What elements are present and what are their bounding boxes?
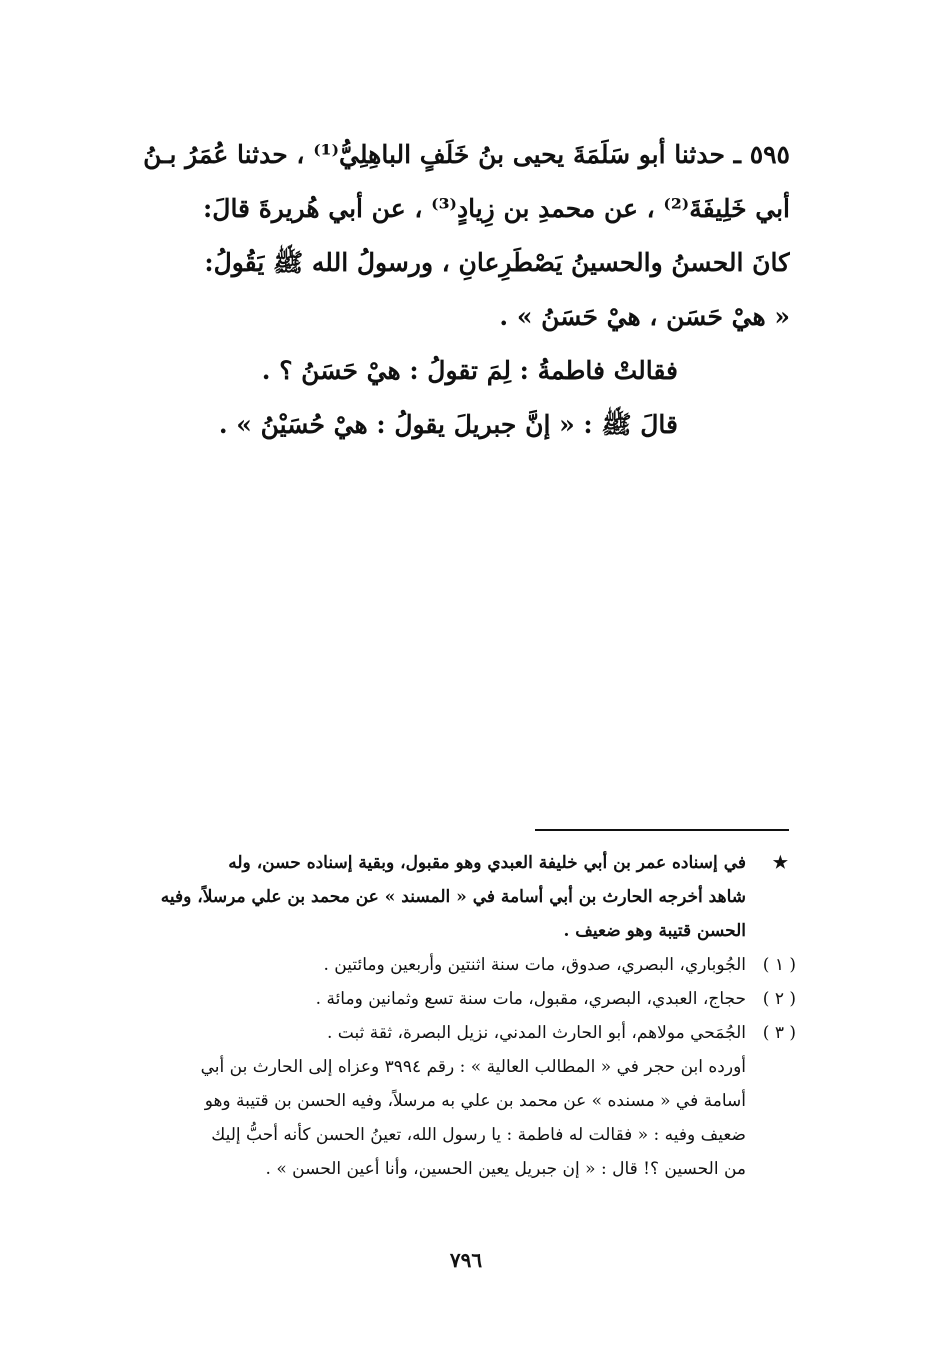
footnote-2 bbox=[100, 982, 796, 1016]
footnote-text: حجاج، العبدي، البصري، مقبول، مات سنة تسع وثمانين ومائة . bbox=[315, 989, 746, 1009]
footnote-number: ( ٣ ) bbox=[762, 1023, 796, 1043]
footnote-line: ضعيف وفيه : « فقالت له فاطمة : يا رسول الله، تعينُ الحسن كأنه أحبُّ إليك bbox=[211, 1125, 746, 1145]
footnote-line: من الحسين ؟! قال : « إن جبريل يعين الحسين، وأنا أعين الحسن » . bbox=[265, 1159, 746, 1179]
star-note bbox=[100, 846, 796, 948]
hadith-line: أبي خَلِيفَةَ⁽²⁾ ، عن محمدِ بن زِيادٍ⁽³⁾ ، عن أبي هُريرةَ قالَ: bbox=[203, 194, 790, 223]
star-icon: ★ bbox=[772, 853, 788, 873]
footnote-number: ( ١ ) bbox=[762, 955, 796, 975]
hadith-line: « هيْ حَسَن ، هيْ حَسَنُ » . bbox=[499, 302, 790, 331]
hadith-line: كانَ الحسنُ والحسينُ يَصْطَرِعانِ ، ورسولُ الله ﷺ يَقُولُ: bbox=[204, 248, 790, 277]
footnote-divider bbox=[535, 829, 789, 831]
hadith-line: ٥٩٥ ـ حدثنا أبو سَلَمَةَ يحيى بنُ خَلَفٍ الباهِلِيُّ⁽¹⁾ ، حدثنا عُمَرُ بـنُ bbox=[143, 140, 790, 169]
footnote-text: الجُوباري، البصري، صدوق، مات سنة اثنتين وأربعين ومائتين . bbox=[323, 955, 746, 975]
star-note-line: الحسن قتيبة وهو ضعيف . bbox=[563, 921, 746, 941]
footnotes-section bbox=[100, 846, 796, 1186]
hadith-line: فقالتْ فاطمةُ : لِمَ تقولُ : هيْ حَسَنُ ؟ . bbox=[261, 356, 678, 385]
footnote-3-continuation bbox=[100, 1050, 796, 1186]
star-note-line: في إسناده عمر بن أبي خليفة العبدي وهو مقبول، وبقية إسناده حسن، وله bbox=[228, 853, 746, 873]
star-note-line: شاهد أخرجه الحارث بن أبي أسامة في « المسند » عن محمد بن علي مرسلاً، وفيه bbox=[160, 887, 746, 907]
hadith-line: قالَ ﷺ : « إنَّ جبريلَ يقولُ : هيْ حُسَيْنُ » . bbox=[218, 410, 678, 439]
footnote-line: أسامة في « مسنده » عن محمد بن علي به مرسلاً، وفيه الحسن بن قتيبة وهو bbox=[204, 1091, 746, 1111]
footnote-1 bbox=[100, 948, 796, 982]
footnote-line: أورده ابن حجر في « المطالب العالية » : رقم ٣٩٩٤ وعزاه إلى الحارث بن أبي bbox=[200, 1057, 746, 1077]
page-number: ٧٩٦ bbox=[449, 1248, 483, 1272]
hadith-text bbox=[100, 128, 790, 452]
footnote-3 bbox=[100, 1016, 796, 1050]
footnote-text: الجُمَحي مولاهم، أبو الحارث المدني، نزيل البصرة، ثقة ثبت . bbox=[326, 1023, 746, 1043]
footnote-number: ( ٢ ) bbox=[762, 989, 796, 1009]
